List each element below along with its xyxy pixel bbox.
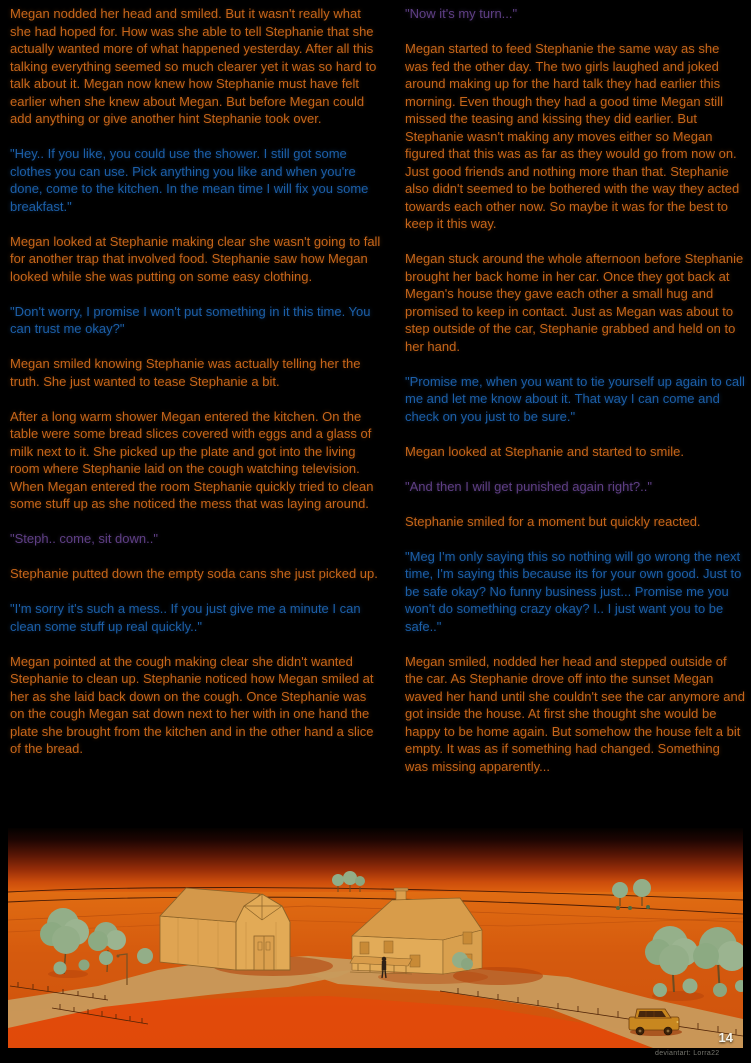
left-text-column: [10, 5, 382, 775]
artist-credit: deviantart: Lorra22: [655, 1050, 720, 1057]
megan-dialogue: "And then I will get punished again right?..": [405, 478, 652, 494]
car-body: [629, 1017, 679, 1030]
story-paragraph: Megan smiled, nodded her head and stepped outside of the car. As Stephanie drove off into the sunset Megan waved her hand until she couldn't see the car anymore and got inside the house. At first she thought she would be happy to be home again. But somehow the house felt a bit empty. It was as if something had changed. Something was missing apparently...: [405, 653, 745, 774]
megan-dialogue: "Steph.. come, sit down..": [10, 531, 158, 546]
story-paragraph: Stephanie smiled for a moment but quickly reacted.: [405, 513, 701, 529]
stephanie-dialogue: "I'm sorry it's such a mess.. If you just give me a minute I can clean some stuff up real quickly..": [10, 601, 361, 634]
stephanie-dialogue: "Hey.. If you like, you could use the shower. I still got some clothes you can use. Pick anything you like and when you're done, come to the kitchen. In the mean time I will fix you some breakfast.": [10, 146, 369, 214]
window: [360, 942, 369, 954]
house-front-wall: [352, 936, 443, 974]
story-paragraph: Megan smiled knowing Stephanie was actually telling her the truth. She just wanted to tease Stephanie a bit.: [10, 356, 361, 389]
sunset-illustration: [8, 828, 743, 1048]
window: [463, 932, 472, 944]
sunset-sky: [8, 828, 743, 894]
car-headlight: [677, 1021, 679, 1023]
car-windows: [638, 1011, 666, 1017]
story-paragraph: Stephanie putted down the empty soda cans she just picked up.: [10, 566, 378, 581]
megan-dialogue: "Now it's my turn...": [405, 6, 518, 21]
sunset-scene: [8, 828, 743, 1048]
stephanie-dialogue: "Promise me, when you want to tie yourself up again to call me and let me know about it. That way I can come and check on you just to be sure.": [405, 373, 745, 424]
tree-shadow: [48, 970, 88, 978]
window: [384, 941, 393, 953]
page-number: 14: [718, 1030, 733, 1045]
story-paragraph: Megan nodded her head and smiled. But it wasn't really what she had hoped for. How was she able to tell Stephanie that she actually wanted more of what happened yesterday. After all this talking everything seemed so much clearer yet it was so hard to talk about it. Megan now knew how Stephanie must have felt earlier when she knew about Megan. But before Megan could add anything or give another hint Stephanie took over.: [10, 6, 377, 126]
stephanie-dialogue: "Don't worry, I promise I won't put something in it this time. You can trust me okay?": [10, 303, 371, 336]
barn: [160, 888, 290, 970]
window: [410, 955, 420, 967]
story-paragraph: After a long warm shower Megan entered the kitchen. On the table were some bread slices covered with eggs and a glass of milk next to it. She picked up the plate and got into the living room where Stephanie laid on the cough watching television. When Megan entered the room Stephanie quickly tried to clean some stuff up as she noticed the mess that was laying around.: [10, 408, 374, 511]
right-text-column: [405, 5, 746, 793]
story-paragraph: Megan stuck around the whole afternoon before Stephanie brought her back home in her car. Once they got back at Megan's house they gave each other a small hug and promised to keep in contact. Just as Megan was about to step outside of the car, Stephanie grabbed and held on to her hand.: [405, 251, 744, 354]
stephanie-dialogue: "Meg I'm only saying this so nothing will go wrong the next time, I'm saying this because its for your own good. Just to be safe okay? No funny business just... Promise me you won't do something crazy okay? I.. I just want you to be safe..": [405, 548, 742, 634]
story-paragraph: Megan pointed at the cough making clear she didn't wanted Stephanie to clean up. Stephanie noticed how Megan smiled at her as she laid back down on the cough. Once Stephanie was on the cough Megan sat down next to her with in one hand the plate she brought from the kitchen and in the other hand a slice of the bread.: [10, 653, 374, 756]
story-paragraph: Megan started to feed Stephanie the same way as she was fed the other day. The two girls laughed and joked around making up for the hard talk they had earlier this morning. Even though they had a good time Megan still missed the teasing and kissing they did earlier. But Stephanie wasn't making any moves either so Megan figured that this was as far as they would go from now on. Just good friends and nothing more than that. Stephanie also didn't seemed to be bothered with the way they acted towards each other now. So maybe it was for the best to keep it this way.: [405, 41, 740, 231]
story-paragraph: Megan looked at Stephanie making clear she wasn't going to fall for another trap that involved food. Stephanie saw how Megan looked while she was putting on some easy clothing.: [10, 233, 381, 284]
story-paragraph: Megan looked at Stephanie and started to smile.: [405, 443, 684, 459]
